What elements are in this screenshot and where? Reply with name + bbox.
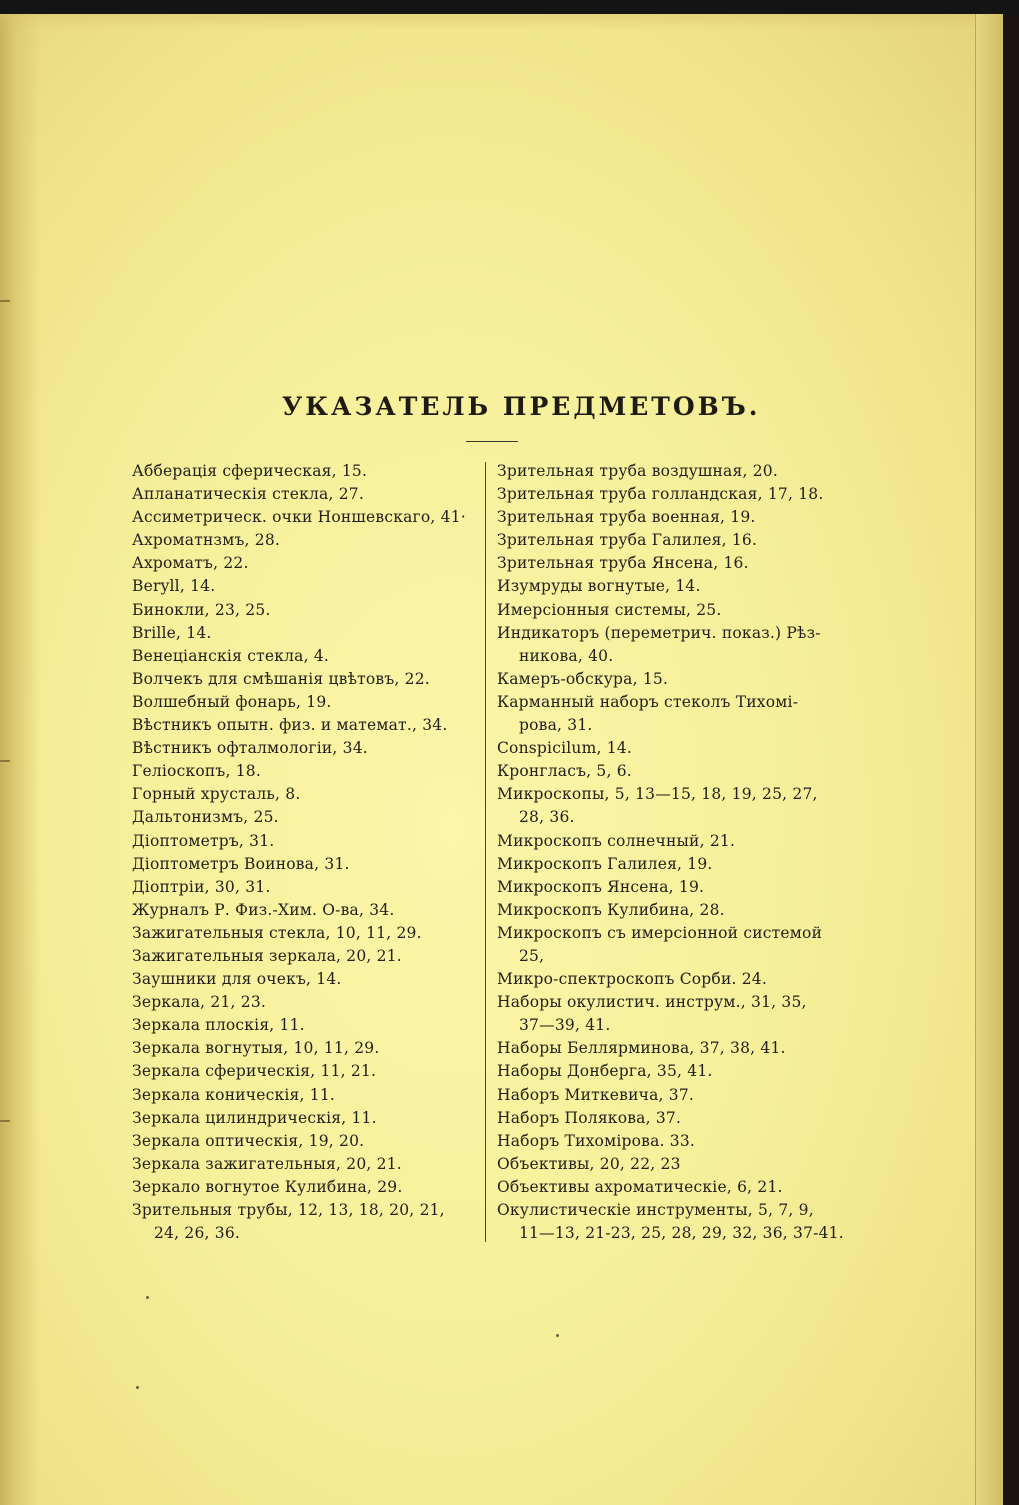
index-entry-text: Ахроматъ, 22. (132, 554, 249, 573)
index-entry-continuation: 28, 36. (519, 808, 575, 827)
index-entry-text: Объективы, 20, 22, 23 (497, 1154, 681, 1173)
index-entry (132, 899, 478, 922)
index-entry-text: Conspicilum, 14. (497, 739, 632, 758)
index-entry (497, 830, 857, 853)
index-entry-text: Зеркала оптическія, 19, 20. (132, 1131, 365, 1150)
index-entry-text: Волчекъ для смѣшанія цвѣтовъ, 22. (132, 669, 430, 688)
index-column-left (132, 460, 478, 1245)
index-entry (132, 876, 478, 899)
index-entry (132, 737, 478, 760)
index-entry (132, 1130, 478, 1153)
index-entry (132, 575, 478, 598)
index-entry-text: Зеркала коническія, 11. (132, 1085, 336, 1104)
index-entry-text: Дальтонизмъ, 25. (132, 808, 279, 827)
index-entry (497, 737, 857, 760)
index-entry (497, 622, 857, 668)
index-entry (132, 783, 478, 806)
index-entry (132, 1107, 478, 1130)
index-entry (132, 830, 478, 853)
column-divider (485, 462, 486, 1242)
index-entry (497, 1037, 857, 1060)
spine-mark (0, 300, 10, 302)
index-entry-text: Бинокли, 23, 25. (132, 600, 271, 619)
index-entry-continuation: 25, (519, 946, 545, 965)
index-entry (132, 1084, 478, 1107)
index-entry (497, 599, 857, 622)
index-entry-text: Зажигательныя зеркала, 20, 21. (132, 946, 402, 965)
index-entry (132, 922, 478, 945)
index-entry-text: Венеціанскія стекла, 4. (132, 646, 330, 665)
index-entry-text: Зажигательныя стекла, 10, 11, 29. (132, 923, 422, 942)
index-entry-text: Зеркала сферическія, 11, 21. (132, 1062, 377, 1081)
index-entry-text: Вѣстникъ опытн. физ. и математ., 34. (132, 716, 448, 735)
index-entry-text: Микроскопъ Кулибина, 28. (497, 900, 725, 919)
index-entry (497, 1176, 857, 1199)
index-entry-text: Микроскопъ съ имерсіонной системой (497, 923, 823, 942)
index-entry-text: Камеръ-обскура, 15. (497, 669, 669, 688)
index-entry (497, 691, 857, 737)
index-entry-text: Заушники для очекъ, 14. (132, 970, 342, 989)
index-entry-continuation: 24, 26, 36. (154, 1224, 241, 1243)
index-entry-text: Зрительная труба воздушная, 20. (497, 462, 778, 480)
index-entry-text: Горный хрусталь, 8. (132, 785, 301, 804)
index-entry-text: Наборъ Миткевича, 37. (497, 1085, 695, 1104)
index-entry (132, 691, 478, 714)
index-entry (132, 714, 478, 737)
index-entry (497, 483, 857, 506)
spine-mark (0, 760, 10, 762)
index-entry (132, 1199, 478, 1245)
index-entry (497, 991, 857, 1037)
index-entry-continuation: 37—39, 41. (519, 1016, 611, 1035)
index-entry-text: Наборъ Полякова, 37. (497, 1108, 682, 1127)
index-entry-text: Волшебный фонарь, 19. (132, 692, 332, 711)
index-entry-text: Зрительная труба голландская, 17, 18. (497, 485, 824, 504)
index-entry (497, 876, 857, 899)
index-entry (132, 460, 478, 483)
index-entry (132, 806, 478, 829)
index-entry-text: Зеркало вогнутое Кулибина, 29. (132, 1177, 403, 1196)
index-entry-text: Зеркала цилиндрическія, 11. (132, 1108, 377, 1127)
page-speck (136, 1386, 139, 1389)
index-entry (497, 506, 857, 529)
index-entry (132, 853, 478, 876)
index-entry-text: Индикаторъ (переметрич. показ.) Рѣз- (497, 623, 821, 642)
index-entry-text: Наборы Беллярминова, 37, 38, 41. (497, 1039, 786, 1058)
index-entry (497, 552, 857, 575)
index-entry-text: Микроскопъ Янсена, 19. (497, 877, 705, 896)
index-entry-text: Зрительныя трубы, 12, 13, 18, 20, 21, (132, 1201, 445, 1219)
index-entry (132, 1153, 478, 1176)
index-entry (132, 968, 478, 991)
index-column-right (497, 460, 857, 1245)
index-entry (497, 899, 857, 922)
page-edge (975, 0, 1003, 1505)
index-entry (497, 922, 857, 968)
index-entry-text: Зрительная труба Янсена, 16. (497, 554, 749, 573)
index-entry (132, 991, 478, 1014)
index-entry-text: Ахроматнзмъ, 28. (132, 531, 281, 550)
index-entry (497, 529, 857, 552)
index-entry-text: Карманный наборъ стеколъ Тихомі- (497, 692, 799, 711)
index-entry (497, 1130, 857, 1153)
index-entry (132, 529, 478, 552)
index-entry (497, 575, 857, 598)
index-entry-continuation: рова, 31. (519, 716, 593, 735)
index-entry-text: Абберація сферическая, 15. (132, 462, 368, 480)
index-entry-text: Beryll, 14. (132, 577, 216, 596)
index-entry-text: Микро-спектроскопъ Сорби. 24. (497, 970, 767, 989)
index-entry (497, 760, 857, 783)
index-entry-text: Наборъ Тихомірова. 33. (497, 1131, 696, 1150)
index-entry-text: Діоптометръ Воинова, 31. (132, 854, 350, 873)
index-entry (497, 1084, 857, 1107)
index-entry (132, 1037, 478, 1060)
index-entry (497, 968, 857, 991)
index-entry-text: Діоптометръ, 31. (132, 831, 275, 850)
index-entry-text: Brille, 14. (132, 623, 212, 642)
index-entry-text: Зеркала вогнутыя, 10, 11, 29. (132, 1039, 380, 1058)
index-entry-text: Наборы окулистич. инструм., 31, 35, (497, 993, 807, 1012)
index-entry-text: Кронгласъ, 5, 6. (497, 762, 632, 781)
index-entry (132, 483, 478, 506)
spine-mark (0, 1120, 10, 1122)
scan-border (0, 0, 1019, 14)
index-entry-text: Объективы ахроматическіе, 6, 21. (497, 1177, 783, 1196)
index-entry (132, 668, 478, 691)
index-entry-text: Изумруды вогнутые, 14. (497, 577, 701, 596)
index-entry (132, 645, 478, 668)
index-entry (132, 552, 478, 575)
index-entry (497, 1107, 857, 1130)
index-entry-text: Зеркала плоскія, 11. (132, 1016, 305, 1035)
index-entry-text: Микроскопъ солнечный, 21. (497, 831, 736, 850)
index-entry (132, 506, 478, 529)
index-entry-text: Зеркала, 21, 23. (132, 993, 267, 1012)
index-entry-text: Имерсіонныя системы, 25. (497, 600, 722, 619)
index-entry (132, 599, 478, 622)
index-entry-continuation: никова, 40. (519, 646, 614, 665)
index-entry-text: Журналъ Р. Физ.-Хим. О-ва, 34. (132, 900, 395, 919)
title-rule (466, 441, 518, 442)
index-entry-text: Наборы Донберга, 35, 41. (497, 1062, 713, 1081)
index-entry (497, 1153, 857, 1176)
index-entry (497, 1199, 857, 1245)
index-entry (497, 460, 857, 483)
index-entry (497, 853, 857, 876)
index-entry-text: Зрительная труба военная, 19. (497, 508, 756, 527)
index-entry-text: Окулистическіе инструменты, 5, 7, 9, (497, 1201, 814, 1219)
index-entry-text: Микроскопы, 5, 13—15, 18, 19, 25, 27, (497, 785, 818, 804)
index-entry-text: Ассиметрическ. очки Ноншевскаго, 41· (132, 508, 466, 527)
index-entry (132, 1176, 478, 1199)
page-speck (556, 1334, 559, 1337)
index-entry (497, 1060, 857, 1083)
page-title: УКАЗАТЕЛЬ ПРЕДМЕТОВЪ. (282, 392, 761, 421)
index-entry (132, 760, 478, 783)
index-entry-continuation: 11—13, 21-23, 25, 28, 29, 32, 36, 37-41. (519, 1224, 844, 1243)
page-speck (146, 1296, 149, 1299)
index-entry (497, 783, 857, 829)
index-entry (497, 668, 857, 691)
index-entry-text: Апланатическія стекла, 27. (132, 485, 364, 504)
index-entry (132, 945, 478, 968)
index-entry-text: Діоптріи, 30, 31. (132, 877, 271, 896)
index-entry-text: Зеркала зажигательныя, 20, 21. (132, 1154, 402, 1173)
index-entry (132, 622, 478, 645)
index-entry-text: Зрительная труба Галилея, 16. (497, 531, 758, 550)
index-entry-text: Микроскопъ Галилея, 19. (497, 854, 713, 873)
index-entry-text: Геліоскопъ, 18. (132, 762, 261, 781)
index-entry-text: Вѣстникъ офталмологіи, 34. (132, 739, 368, 758)
index-entry (132, 1060, 478, 1083)
index-entry (132, 1014, 478, 1037)
